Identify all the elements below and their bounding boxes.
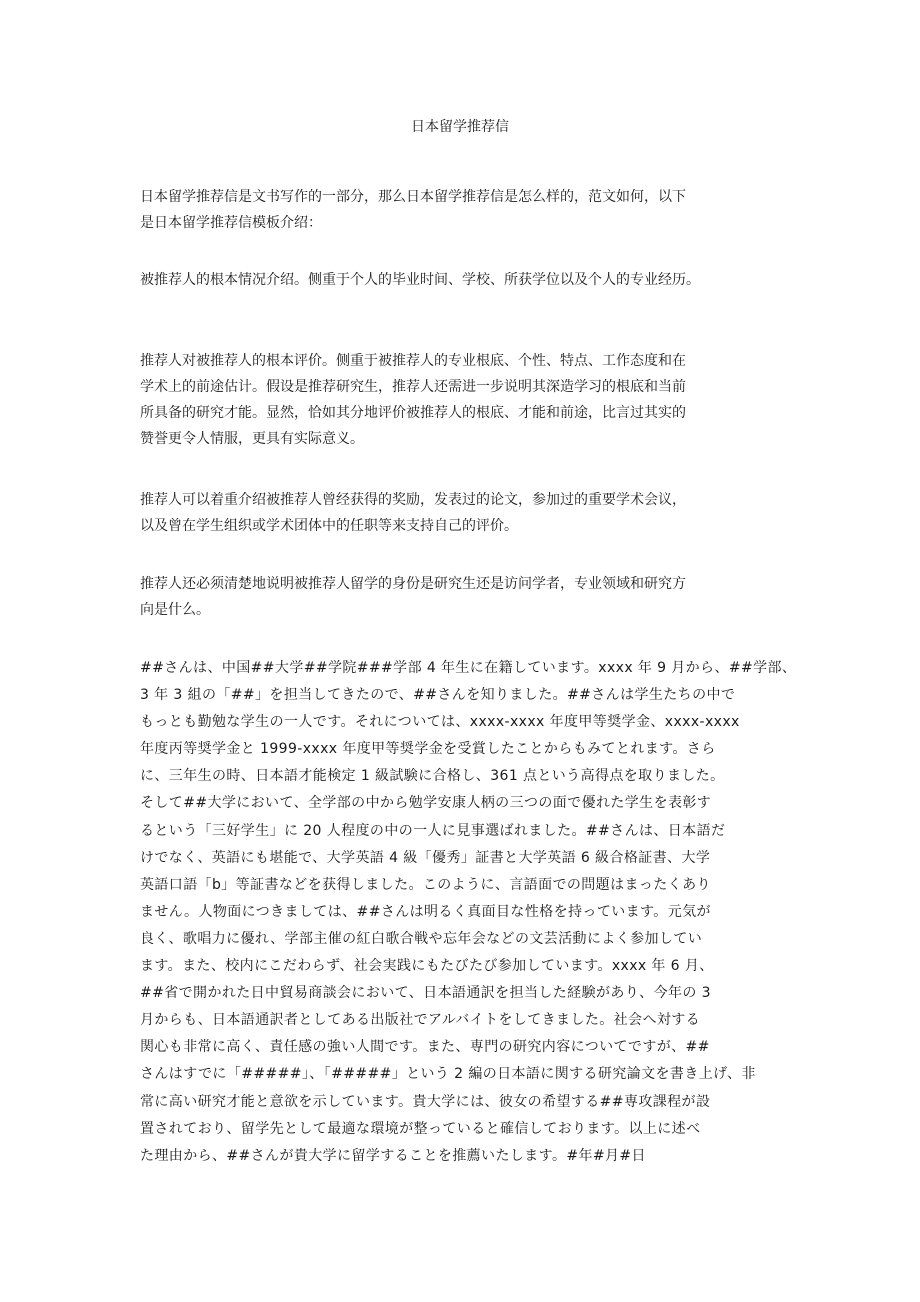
letter-line: 3 年 3 組の「##」を担当してきたので、##さんを知りました。##さんは学生たちの中で	[140, 687, 736, 704]
letter-line: そして##大学において、全学部の中から勉学安康人柄の三つの面で優れた学生を表彰す	[140, 795, 712, 812]
document-title: 日本留学推荐信	[411, 119, 509, 135]
letter-line: さんはすでに「#####」、「#####」という 2 編の日本語に関する研究論文を書き上げ、非	[140, 1066, 756, 1083]
letter-line: に、三年生の時、日本語才能検定 1 級試験に合格し、361 点という高得点を取りました。	[140, 768, 725, 785]
letter-line: けでなく、英語にも堪能で、大学英語 4 級「優秀」証書と大学英語 6 級合格証書、大学	[140, 849, 711, 866]
text-line: 推荐人可以着重介绍被推荐人曾经获得的奖励，发表过的论文，参加过的重要学术会议，	[140, 492, 686, 508]
letter-line: 常に高い研究才能と意欲を示しています。貴大学には、彼女の希望する##専攻課程が設	[140, 1093, 711, 1110]
letter-line: 良く、歌唱力に優れ、学部主催の紅白歌合戦や忘年会などの文芸活動によく参加してい	[140, 930, 703, 947]
letter-line: 英語口語「b」等証書などを获得しました。このように、言語面での問題はまったくあり	[140, 876, 711, 893]
text-line: 是日本留学推荐信模板介绍：	[140, 215, 322, 231]
text-line: 推荐人还必须清楚地说明被推荐人留学的身份是研究生还是访问学者，专业领域和研究方	[140, 576, 686, 592]
letter-line: るという「三好学生」に 20 人程度の中の一人に見事選ばれました。##さんは、日本語だ	[140, 822, 726, 839]
text-line: 所具备的研究才能。显然，恰如其分地评价被推荐人的根底、才能和前途，比言过其实的	[140, 405, 686, 421]
point-2-paragraph	[140, 348, 800, 452]
intro-paragraph	[140, 184, 800, 236]
text-line: 以及曾在学生组织或学术团体中的任职等来支持自己的评价。	[140, 518, 518, 534]
letter-line: ます。また、校内にこだわらず、社会実践にもたびたび参加しています。xxxx 年 6 月、	[140, 958, 714, 975]
text-line: 学术上的前途估计。假设是推荐研究生，推荐人还需进一步说明其深造学习的根底和当前	[140, 379, 686, 395]
text-line: 日本留学推荐信是文书写作的一部分，那么日本留学推荐信是怎么样的，范文如何，以下	[140, 189, 686, 205]
letter-line: もっとも勤勉な学生の一人です。それについては、xxxx-xxxx 年度甲等奨学金、xxxx-xxxx	[140, 714, 740, 731]
text-line: 推荐人对被推荐人的根本评价。侧重于被推荐人的专业根底、个性、特点、工作态度和在	[140, 353, 686, 369]
letter-line: ません。人物面につきましては、##さんは明るく真面目な性格を持っています。元気が	[140, 903, 711, 920]
point-4-paragraph	[140, 571, 800, 623]
letter-line: 置されており、留学先として最適な環境が整っていると確信しております。以上に述べ	[140, 1120, 701, 1137]
text-line: 被推荐人的根本情况介绍。侧重于个人的毕业时间、学校、所获学位以及个人的专业经历。	[140, 272, 700, 288]
letter-line: 関心も非常に高く、責任感の強い人間です。また、専門の研究内容についてですが、##	[140, 1039, 710, 1056]
letter-line: ##省で開かれた日中貿易商談会において、日本語通訳を担当した経験があり、今年の 3	[140, 985, 711, 1002]
text-line: 向是什么。	[140, 602, 210, 618]
text-line: 赞誉更令人情服，更具有实际意义。	[140, 431, 364, 447]
letter-line: 月からも、日本語通訳者としてある出版社でアルバイトをしてきました。社会へ対する	[140, 1012, 701, 1029]
letter-line: た理由から、##さんが貴大学に留学することを推薦いたします。#年#月#日	[140, 1147, 646, 1164]
letter-line: ##さんは、中国##大学##学院###学部 4 年生に在籍しています。xxxx 年 9 月から、##学部、	[140, 660, 797, 676]
letter-line: 年度丙等奨学金と 1999-xxxx 年度甲等奨学金を受賞したことからもみてとれます。さら	[140, 741, 716, 758]
point-3-paragraph	[140, 487, 800, 539]
point-1-paragraph	[140, 267, 800, 293]
letter-body	[140, 655, 800, 1170]
